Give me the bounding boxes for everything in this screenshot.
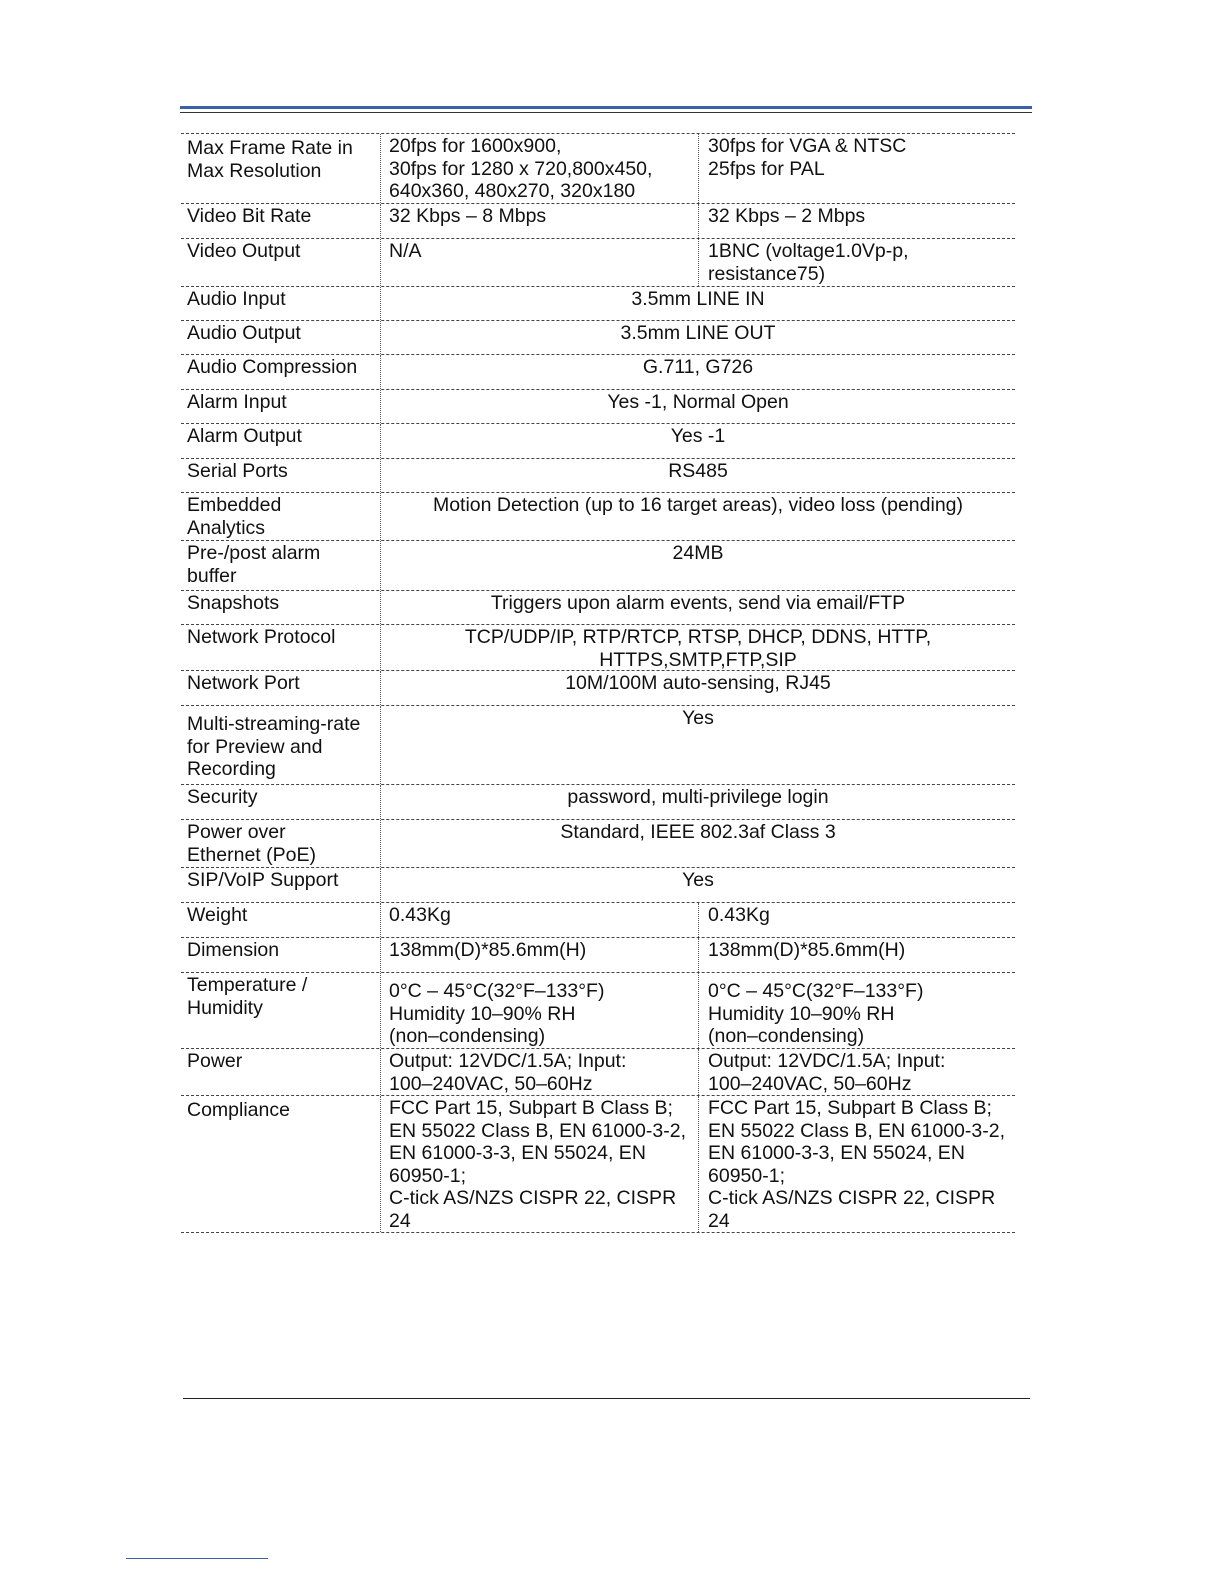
table-row: [181, 354, 1015, 389]
table-row: [181, 972, 1015, 1048]
value-col-a: 20fps for 1600x900, 30fps for 1280 x 720,800x450, 640x360, 480x270, 320x180: [380, 134, 698, 203]
table-row: [181, 937, 1015, 972]
row-label: Network Protocol: [187, 626, 336, 648]
header-rule-blue: [180, 106, 1032, 109]
table-row: [181, 902, 1015, 937]
table-row: [181, 670, 1015, 705]
footer-rule: [183, 1398, 1030, 1399]
row-label: Serial Ports: [187, 460, 288, 482]
value-span: G.711, G726: [380, 355, 1015, 389]
table-row: [181, 320, 1015, 354]
row-label: Network Port: [187, 672, 300, 694]
value-col-b: 138mm(D)*85.6mm(H): [698, 938, 1015, 972]
table-row: [181, 705, 1015, 784]
table-row: [181, 286, 1015, 320]
row-label: Video Output: [187, 240, 301, 262]
row-label: Audio Output: [187, 322, 301, 344]
table-row: [181, 540, 1015, 590]
value-span: Yes: [380, 868, 1015, 902]
table-row: [181, 423, 1015, 458]
row-label: Snapshots: [187, 592, 280, 614]
value-span: Motion Detection (up to 16 target areas), video loss (pending): [380, 493, 1015, 540]
spec-table: [181, 133, 1015, 1233]
row-label: Compliance: [187, 1099, 290, 1121]
value-col-b: 0.43Kg: [698, 903, 1015, 937]
table-row: [181, 819, 1015, 867]
value-span: 3.5mm LINE OUT: [380, 321, 1015, 354]
value-span: 24MB: [380, 541, 1015, 590]
value-span: Standard, IEEE 802.3af Class 3: [380, 820, 1015, 867]
row-label: Weight: [187, 904, 248, 926]
table-row: [181, 389, 1015, 423]
value-col-b: 32 Kbps – 2 Mbps: [698, 204, 1015, 238]
value-col-a: 0°C – 45°C(32°F–133°F) Humidity 10–90% RH (non–condensing): [380, 973, 698, 1048]
value-col-a: N/A: [380, 239, 698, 286]
value-col-a: 32 Kbps – 8 Mbps: [380, 204, 698, 238]
value-col-b: 1BNC (voltage1.0Vp-p, resistance75): [698, 239, 1015, 286]
row-label: Power: [187, 1050, 243, 1072]
table-row: [181, 867, 1015, 902]
value-col-b: 0°C – 45°C(32°F–133°F) Humidity 10–90% RH (non–condensing): [698, 973, 1015, 1048]
value-span: RS485: [380, 459, 1015, 492]
row-label: Video Bit Rate: [187, 205, 312, 227]
table-row: [181, 238, 1015, 286]
value-span: Triggers upon alarm events, send via email/FTP: [380, 591, 1015, 624]
value-span: Yes -1: [380, 424, 1015, 458]
value-col-a: 0.43Kg: [380, 903, 698, 937]
table-row: [181, 1095, 1015, 1233]
value-span: Yes: [380, 706, 1015, 784]
value-col-a: FCC Part 15, Subpart B Class B; EN 55022 Class B, EN 61000-3-2, EN 61000-3-3, EN 55024, EN 60950-1; C-tick AS/NZS CISPR 22, CISPR 24: [380, 1096, 698, 1232]
value-col-b: 30fps for VGA & NTSC 25fps for PAL: [698, 134, 1015, 203]
value-col-b: FCC Part 15, Subpart B Class B; EN 55022 Class B, EN 61000-3-2, EN 61000-3-3, EN 55024, EN 60950-1; C-tick AS/NZS CISPR 22, CISPR 24: [698, 1096, 1015, 1232]
row-label: Alarm Input: [187, 391, 287, 413]
row-label: Pre-/post alarm buffer: [187, 542, 321, 587]
row-label: Power over Ethernet (PoE): [187, 821, 316, 866]
row-label: Audio Compression: [187, 356, 358, 378]
footnote-rule: [126, 1558, 268, 1559]
table-row: [181, 203, 1015, 238]
row-label: Alarm Output: [187, 425, 302, 447]
row-label: Max Frame Rate in Max Resolution: [187, 137, 353, 182]
value-col-a: 138mm(D)*85.6mm(H): [380, 938, 698, 972]
value-span: Yes -1, Normal Open: [380, 390, 1015, 423]
row-label: Audio Input: [187, 288, 286, 310]
table-row: [181, 492, 1015, 540]
row-label: Temperature / Humidity: [187, 974, 308, 1019]
header-rule-dark: [180, 112, 1032, 113]
table-row: [181, 133, 1015, 203]
value-span: 10M/100M auto-sensing, RJ45: [380, 671, 1015, 705]
row-label: Dimension: [187, 939, 280, 961]
table-row: [181, 624, 1015, 670]
table-row: [181, 458, 1015, 492]
row-label: Security: [187, 786, 258, 808]
value-span: TCP/UDP/IP, RTP/RTCP, RTSP, DHCP, DDNS, HTTP, HTTPS,SMTP,FTP,SIP: [380, 625, 1015, 670]
value-col-b: Output: 12VDC/1.5A; Input: 100–240VAC, 50–60Hz: [698, 1049, 1015, 1095]
value-col-a: Output: 12VDC/1.5A; Input: 100–240VAC, 50–60Hz: [380, 1049, 698, 1095]
value-span: password, multi-privilege login: [380, 785, 1015, 819]
row-label: Embedded Analytics: [187, 494, 282, 539]
row-label: Multi-streaming-rate for Preview and Recording: [187, 713, 361, 780]
table-row: [181, 590, 1015, 624]
value-span: 3.5mm LINE IN: [380, 287, 1015, 320]
row-label: SIP/VoIP Support: [187, 869, 339, 891]
table-row: [181, 1048, 1015, 1095]
table-row: [181, 784, 1015, 819]
